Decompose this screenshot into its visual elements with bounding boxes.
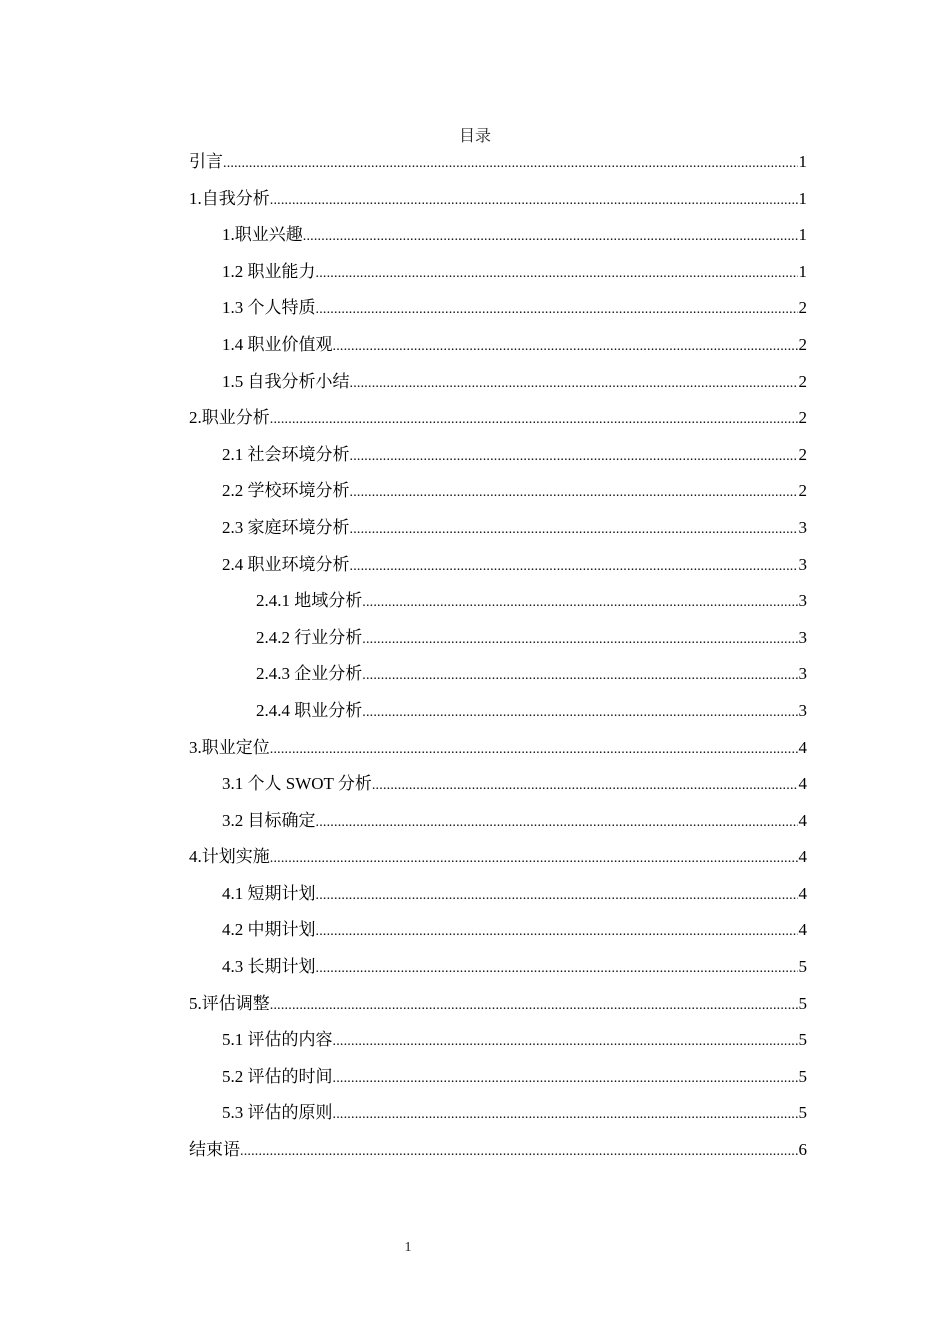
toc-entry[interactable]	[189, 400, 807, 437]
toc-dot-leader	[362, 585, 797, 622]
toc-entry[interactable]	[189, 949, 807, 986]
toc-entry-label: 1.自我分析	[189, 188, 270, 208]
toc-dot-leader	[333, 1061, 798, 1098]
toc-entry[interactable]	[189, 656, 807, 693]
toc-entry-label: 4.计划实施	[189, 847, 270, 867]
toc-entry-label: 引言	[189, 152, 223, 171]
toc-entry-page: 5	[798, 957, 807, 977]
toc-entry[interactable]	[189, 620, 807, 657]
toc-entry-label: 2.3 家庭环境分析	[222, 517, 350, 537]
toc-entry[interactable]	[189, 1132, 807, 1169]
page-number: 1	[404, 1240, 412, 1255]
toc-entry-label: 2.4 职业环境分析	[222, 554, 350, 574]
toc-dot-leader	[350, 366, 798, 403]
toc-entry-page: 4	[798, 920, 807, 940]
toc-dot-leader	[270, 402, 798, 439]
toc-dot-leader	[316, 256, 798, 293]
toc-entry-page: 2	[798, 334, 807, 354]
toc-entry[interactable]	[189, 510, 807, 547]
toc-entry-page: 2	[798, 298, 807, 318]
toc-dot-leader	[270, 183, 798, 220]
toc-entry[interactable]	[189, 803, 807, 840]
toc-entry[interactable]	[189, 144, 807, 181]
toc-dot-leader	[333, 1097, 798, 1134]
toc-dot-leader	[316, 805, 798, 842]
toc-entry-page: 3	[798, 554, 807, 574]
toc-entry-page: 6	[798, 1140, 807, 1160]
table-of-contents	[189, 144, 807, 1169]
toc-entry-page: 3	[798, 664, 807, 684]
toc-entry[interactable]	[189, 1095, 807, 1132]
toc-entry[interactable]	[189, 327, 807, 364]
toc-entry-page: 3	[798, 517, 807, 537]
toc-entry-label: 2.4.4 职业分析	[256, 700, 363, 720]
toc-entry-label: 5.3 评估的原则	[222, 1103, 333, 1123]
toc-entry[interactable]	[189, 290, 807, 327]
toc-dot-leader	[350, 549, 798, 586]
page-title: 目录	[458, 128, 491, 145]
toc-entry-label: 4.3 长期计划	[222, 957, 316, 977]
toc-entry-label: 3.职业定位	[189, 737, 270, 757]
toc-entry[interactable]	[189, 437, 807, 474]
toc-entry-page: 1	[798, 152, 807, 171]
toc-entry-page: 2	[798, 371, 807, 391]
toc-entry-page: 3	[798, 700, 807, 720]
toc-dot-leader	[362, 622, 797, 659]
toc-entry-page: 2	[798, 408, 807, 428]
toc-dot-leader	[270, 841, 798, 878]
toc-entry-page: 4	[798, 810, 807, 830]
toc-dot-leader	[303, 219, 798, 256]
toc-entry-label: 结束语	[189, 1140, 240, 1160]
toc-entry-label: 4.1 短期计划	[222, 883, 316, 903]
toc-dot-leader	[350, 439, 798, 476]
toc-entry-label: 3.2 目标确定	[222, 810, 316, 830]
toc-entry-page: 1	[798, 225, 807, 245]
toc-entry[interactable]	[189, 254, 807, 291]
toc-entry-page: 4	[798, 774, 807, 794]
toc-entry[interactable]	[189, 583, 807, 620]
toc-entry[interactable]	[189, 1059, 807, 1096]
toc-dot-leader	[372, 768, 798, 805]
toc-entry-page: 4	[798, 737, 807, 757]
toc-dot-leader	[223, 146, 798, 183]
toc-dot-leader	[316, 878, 798, 915]
toc-dot-leader	[316, 951, 798, 988]
toc-entry-label: 2.4.2 行业分析	[256, 627, 363, 647]
toc-entry-page: 4	[798, 847, 807, 867]
toc-entry-label: 2.1 社会环境分析	[222, 444, 350, 464]
toc-entry[interactable]	[189, 364, 807, 401]
toc-entry-page: 2	[798, 481, 807, 501]
toc-dot-leader	[316, 292, 798, 329]
toc-dot-leader	[350, 512, 798, 549]
toc-entry-label: 5.1 评估的内容	[222, 1030, 333, 1050]
toc-dot-leader	[240, 1134, 798, 1171]
toc-entry-label: 1.2 职业能力	[222, 261, 316, 281]
toc-entry-page: 1	[798, 188, 807, 208]
toc-entry[interactable]	[189, 1022, 807, 1059]
toc-dot-leader	[333, 1024, 798, 1061]
toc-dot-leader	[316, 914, 798, 951]
toc-entry-label: 5.2 评估的时间	[222, 1066, 333, 1086]
toc-entry-label: 5.评估调整	[189, 993, 270, 1013]
toc-entry-label: 2.职业分析	[189, 408, 270, 428]
toc-entry-label: 1.4 职业价值观	[222, 334, 333, 354]
toc-entry-label: 1.3 个人特质	[222, 298, 316, 318]
toc-dot-leader	[350, 475, 798, 512]
toc-entry[interactable]	[189, 912, 807, 949]
toc-dot-leader	[270, 732, 798, 769]
toc-entry[interactable]	[189, 986, 807, 1023]
toc-dot-leader	[362, 658, 797, 695]
toc-entry-page: 3	[798, 591, 807, 611]
toc-entry-page: 2	[798, 444, 807, 464]
toc-dot-leader	[333, 329, 798, 366]
toc-entry-page: 5	[798, 1066, 807, 1086]
toc-entry[interactable]	[189, 547, 807, 584]
toc-entry-page: 4	[798, 883, 807, 903]
toc-entry[interactable]	[189, 693, 807, 730]
toc-entry-label: 2.4.1 地域分析	[256, 591, 363, 611]
toc-entry-label: 1.职业兴趣	[222, 225, 303, 245]
toc-entry-label: 4.2 中期计划	[222, 920, 316, 940]
toc-entry-page: 3	[798, 627, 807, 647]
toc-entry-page: 5	[798, 993, 807, 1013]
toc-entry[interactable]	[189, 766, 807, 803]
toc-entry-page: 5	[798, 1103, 807, 1123]
toc-entry-label: 3.1 个人 SWOT 分析	[222, 774, 372, 794]
toc-entry-page: 5	[798, 1030, 807, 1050]
toc-entry-label: 1.5 自我分析小结	[222, 371, 350, 391]
toc-entry-label: 2.2 学校环境分析	[222, 481, 350, 501]
toc-dot-leader	[270, 988, 798, 1025]
toc-entry[interactable]	[189, 876, 807, 913]
toc-entry[interactable]	[189, 473, 807, 510]
toc-dot-leader	[362, 695, 797, 732]
toc-entry[interactable]	[189, 839, 807, 876]
toc-entry[interactable]	[189, 217, 807, 254]
toc-entry-page: 1	[798, 261, 807, 281]
toc-entry[interactable]	[189, 181, 807, 218]
toc-entry[interactable]	[189, 730, 807, 767]
toc-entry-label: 2.4.3 企业分析	[256, 664, 363, 684]
